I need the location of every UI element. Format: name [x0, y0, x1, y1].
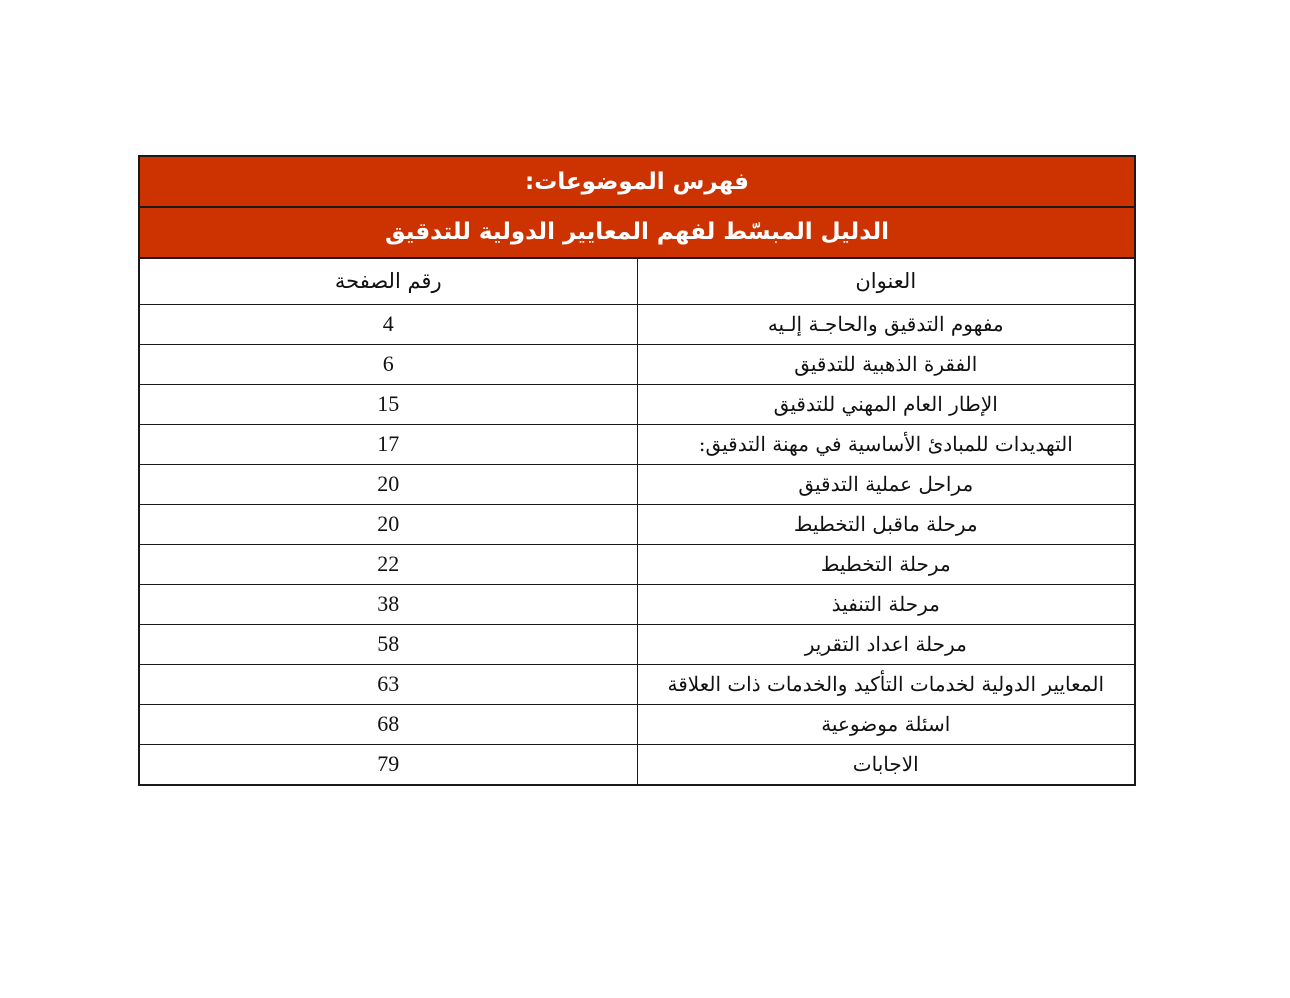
table-row [140, 744, 1134, 784]
row-title: مرحلة ماقبل التخطيط [637, 504, 1134, 544]
table-row [140, 544, 1134, 584]
row-title: الاجابات [637, 744, 1134, 784]
row-page: 17 [140, 424, 637, 464]
row-page: 20 [140, 464, 637, 504]
row-page: 4 [140, 304, 637, 344]
table-row [140, 304, 1134, 344]
row-title: الفقرة الذهبية للتدقيق [637, 344, 1134, 384]
table-row [140, 624, 1134, 664]
row-page: 58 [140, 624, 637, 664]
table-row [140, 344, 1134, 384]
row-page: 63 [140, 664, 637, 704]
row-page: 68 [140, 704, 637, 744]
table-row [140, 504, 1134, 544]
toc-header-row [140, 259, 1134, 304]
column-header-title: العنوان [637, 259, 1134, 304]
table-row [140, 384, 1134, 424]
table-row [140, 584, 1134, 624]
row-title: التهديدات للمبادئ الأساسية في مهنة التدقيق: [637, 424, 1134, 464]
toc-table [140, 259, 1134, 784]
toc-subheading: الدليل المبسّط لفهم المعايير الدولية للتدقيق [140, 208, 1134, 259]
row-title: مرحلة التنفيذ [637, 584, 1134, 624]
row-page: 20 [140, 504, 637, 544]
table-row [140, 704, 1134, 744]
row-page: 6 [140, 344, 637, 384]
table-row [140, 424, 1134, 464]
row-title: مفهوم التدقيق والحاجـة إلـيه [637, 304, 1134, 344]
row-title: المعايير الدولية لخدمات التأكيد والخدمات ذات العلاقة [637, 664, 1134, 704]
table-row [140, 664, 1134, 704]
column-header-page: رقم الصفحة [140, 259, 637, 304]
row-title: مرحلة اعداد التقرير [637, 624, 1134, 664]
table-of-contents [138, 155, 1136, 786]
row-page: 22 [140, 544, 637, 584]
row-page: 79 [140, 744, 637, 784]
row-title: الإطار العام المهني للتدقيق [637, 384, 1134, 424]
table-row [140, 464, 1134, 504]
toc-heading: فهرس الموضوعات: [140, 157, 1134, 208]
row-page: 15 [140, 384, 637, 424]
row-title: مراحل عملية التدقيق [637, 464, 1134, 504]
row-title: اسئلة موضوعية [637, 704, 1134, 744]
row-page: 38 [140, 584, 637, 624]
row-title: مرحلة التخطيط [637, 544, 1134, 584]
